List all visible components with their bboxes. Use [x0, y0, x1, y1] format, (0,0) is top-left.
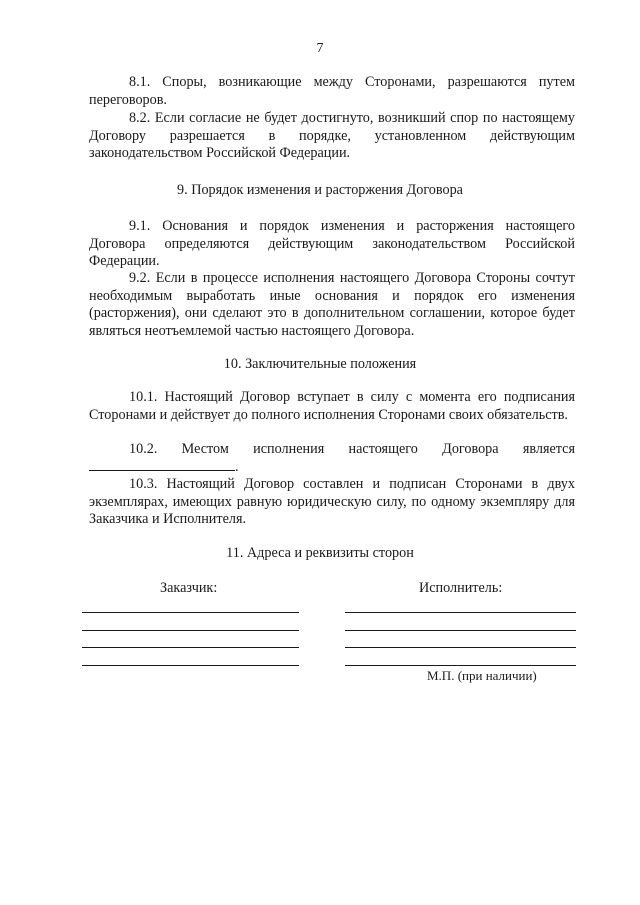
paragraph-10-1	[89, 389, 575, 424]
page-number: 7	[316, 41, 324, 56]
section-11-heading: 11. Адреса и реквизиты сторон	[226, 545, 414, 561]
paragraph-9-1-text: 9.1. Основания и порядок изменения и расторжения настоящего Договора определяются действующим законодательством Российской Федерации.	[89, 218, 575, 269]
contractor-line-3	[345, 647, 576, 648]
paragraph-9-1	[89, 218, 575, 271]
paragraph-9-2-text: 9.2. Если в процессе исполнения настоящего Договора Стороны сочтут необходимым выработать иные основания и порядок его изменения (расторжения), они сделают это в дополнительном соглашении, которое будет являться неотъемлемой частью настоящего Договора.	[89, 270, 575, 339]
paragraph-9-2	[89, 270, 575, 340]
contractor-line-2	[345, 630, 576, 631]
paragraph-10-2-text: 10.2. Местом исполнения настоящего Договора является	[129, 441, 575, 457]
customer-line-2	[82, 630, 299, 631]
contractor-label: Исполнитель:	[419, 580, 503, 596]
paragraph-10-2-end: .	[235, 459, 239, 475]
paragraph-10-1-text: 10.1. Настоящий Договор вступает в силу с момента его подписания Сторонами и действует до полного исполнения Сторонами своих обязательств.	[89, 389, 575, 423]
place-blank-line	[89, 458, 235, 471]
paragraph-8-1-text: 8.1. Споры, возникающие между Сторонами, разрешаются путем переговоров.	[89, 74, 575, 108]
customer-label: Заказчик:	[160, 580, 218, 596]
paragraph-10-2	[89, 441, 575, 459]
section-10-heading: 10. Заключительные положения	[223, 356, 417, 372]
paragraph-10-2-blank	[89, 458, 575, 477]
section-9-heading: 9. Порядок изменения и расторжения Договора	[177, 182, 463, 198]
contractor-line-4	[345, 665, 576, 666]
customer-line-3	[82, 647, 299, 648]
paragraph-10-3	[89, 476, 575, 529]
paragraph-8-2	[89, 110, 575, 163]
stamp-note: М.П. (при наличии)	[427, 668, 537, 683]
customer-line-4	[82, 665, 299, 666]
paragraph-8-1	[89, 74, 575, 109]
customer-line-1	[82, 612, 299, 613]
paragraph-10-3-text: 10.3. Настоящий Договор составлен и подписан Сторонами в двух экземплярах, имеющих равную юридическую силу, по одному экземпляру для Заказчика и Исполнителя.	[89, 476, 575, 527]
paragraph-8-2-text: 8.2. Если согласие не будет достигнуто, возникший спор по настоящему Договору разрешается в порядке, установленном действующим законодательством Российской Федерации.	[89, 110, 575, 161]
contractor-line-1	[345, 612, 576, 613]
